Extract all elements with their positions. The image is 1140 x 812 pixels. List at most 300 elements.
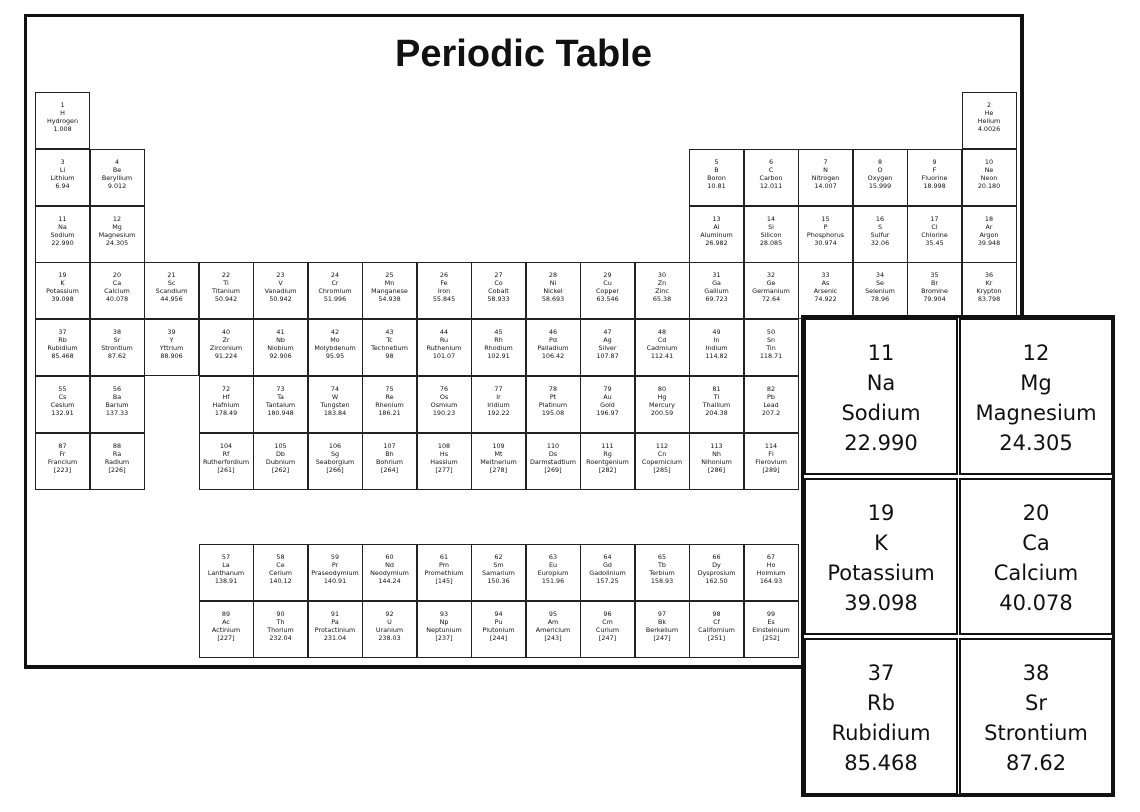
element-symbol: Tb <box>658 561 666 569</box>
element-cell-sr-zoomed <box>959 638 1113 795</box>
element-name: Actinium <box>211 625 241 634</box>
element-cell-li <box>35 149 90 206</box>
element-symbol: Re <box>385 393 394 401</box>
element-cell-os <box>417 376 472 433</box>
atomic-number: 81 <box>712 385 721 393</box>
element-name: Cerium <box>268 569 293 577</box>
element-name: Mercury <box>649 401 675 409</box>
element-name: Palladium <box>537 344 569 353</box>
atomic-number: 2 <box>986 101 992 109</box>
element-name: Scandium <box>155 287 188 296</box>
atomic-number: 108 <box>437 441 451 450</box>
element-symbol: Ca <box>112 279 122 288</box>
element-cell-sr <box>90 319 145 376</box>
element-name: Fluorine <box>921 173 948 182</box>
element-cell-rh <box>471 319 526 376</box>
element-cell-ru <box>417 319 472 376</box>
atomic-mass: [286] <box>707 465 726 474</box>
element-name: Bohrium <box>375 457 404 466</box>
element-cell-fl <box>744 433 799 490</box>
element-name: Yttrium <box>159 344 184 353</box>
atomic-mass: 22.990 <box>844 431 918 455</box>
element-symbol: Sr <box>113 336 121 345</box>
element-symbol: Ru <box>439 336 449 345</box>
element-name: Holmium <box>756 569 786 577</box>
atomic-mass: [226] <box>108 465 126 474</box>
element-symbol: Am <box>547 617 559 626</box>
atomic-number: 111 <box>601 441 614 450</box>
element-symbol: Pm <box>438 561 450 569</box>
element-name: Silver <box>598 344 617 353</box>
element-cell-h <box>35 92 90 149</box>
element-cell-ds <box>526 433 581 490</box>
element-cell-pr <box>308 544 363 601</box>
atomic-mass: 35.45 <box>925 238 944 247</box>
element-name: Tantalum <box>265 401 296 409</box>
element-name: Ruthenium <box>426 344 462 353</box>
atomic-mass: 40.078 <box>105 295 129 304</box>
atomic-mass: [289] <box>762 465 780 474</box>
atomic-number: 17 <box>930 214 939 223</box>
element-symbol: Ac <box>222 617 230 626</box>
atomic-number: 18 <box>984 214 994 223</box>
element-symbol: Zr <box>222 336 230 345</box>
element-symbol: Th <box>276 617 285 626</box>
element-symbol: Cl <box>931 222 938 231</box>
element-name: Curium <box>595 625 620 634</box>
atomic-mass: 112.41 <box>650 352 674 361</box>
atomic-number: 59 <box>330 553 340 561</box>
element-name: Carbon <box>759 173 783 182</box>
element-cell-zn <box>635 262 690 319</box>
element-cell-ti <box>199 262 254 319</box>
element-cell-p <box>798 206 853 263</box>
element-name: Seaborgium <box>315 457 355 466</box>
element-cell-he <box>962 92 1017 149</box>
element-symbol: Ag <box>603 336 612 345</box>
element-cell-fr <box>35 433 90 490</box>
atomic-number: 22 <box>221 271 231 280</box>
atomic-mass: 39.948 <box>977 238 1001 247</box>
element-symbol: K <box>874 531 888 555</box>
atomic-mass: 106.42 <box>541 352 565 361</box>
element-symbol: Es <box>767 617 775 626</box>
element-name: Dubnium <box>265 457 296 466</box>
atomic-mass: 39.098 <box>844 591 918 615</box>
atomic-mass: 74.922 <box>814 295 837 304</box>
element-name: Aluminum <box>700 230 733 239</box>
atomic-number: 45 <box>494 328 503 337</box>
element-symbol: Cn <box>657 449 667 458</box>
atomic-mass: 79.904 <box>923 295 946 304</box>
atomic-mass: [278] <box>489 465 508 474</box>
element-cell-se <box>853 262 908 319</box>
element-cell-ar <box>962 206 1017 263</box>
element-symbol: Pr <box>331 561 339 569</box>
element-cell-pt <box>526 376 581 433</box>
element-symbol: Bk <box>657 617 667 626</box>
atomic-number: 91 <box>330 609 340 618</box>
element-name: Lithium <box>50 173 75 182</box>
element-cell-pd <box>526 319 581 376</box>
atomic-mass: [262] <box>271 465 290 474</box>
atomic-number: 92 <box>385 609 394 618</box>
atomic-number: 65 <box>657 553 667 561</box>
element-symbol: N <box>823 165 828 174</box>
element-symbol: S <box>877 222 883 231</box>
atomic-number: 10 <box>984 157 994 166</box>
element-name: Hydrogen <box>46 117 79 125</box>
atomic-number: 5 <box>714 157 719 166</box>
element-cell-si <box>744 206 799 263</box>
element-name: Radium <box>104 457 130 466</box>
element-symbol: Pd <box>549 336 557 345</box>
element-symbol: Ho <box>766 561 776 569</box>
atomic-number: 11 <box>867 341 895 365</box>
element-name: Cadmium <box>646 344 678 353</box>
atomic-mass: 58.933 <box>487 295 510 304</box>
element-symbol: Ta <box>277 393 284 401</box>
atomic-mass: 232.04 <box>269 633 292 642</box>
element-cell-ni <box>526 262 581 319</box>
atomic-mass: 50.942 <box>269 295 292 304</box>
element-name: Nickel <box>543 287 563 296</box>
element-name: Phosphorus <box>806 230 845 239</box>
element-symbol: Kr <box>985 279 993 288</box>
atomic-number: 99 <box>766 609 776 618</box>
element-cell-y <box>144 319 199 376</box>
element-cell-cs <box>35 376 90 433</box>
element-name: Potassium <box>827 561 935 585</box>
atomic-mass: 39.098 <box>51 295 74 304</box>
atomic-number: 50 <box>766 328 776 337</box>
element-symbol: La <box>222 561 230 569</box>
element-name: Thorium <box>267 625 294 634</box>
element-symbol: Dy <box>712 561 721 569</box>
element-name: Magnesium <box>98 230 136 239</box>
element-symbol: Rf <box>222 449 230 458</box>
atomic-mass: 18.998 <box>923 181 946 190</box>
atomic-number: 63 <box>548 553 558 561</box>
atomic-number: 42 <box>330 328 340 337</box>
atomic-mass: [244] <box>489 633 508 642</box>
element-name: Gadolinium <box>589 569 626 577</box>
atomic-number: 38 <box>1022 661 1050 685</box>
element-symbol: Rb <box>58 336 67 345</box>
element-cell-o <box>853 149 908 206</box>
element-cell-mn <box>362 262 417 319</box>
atomic-number: 39 <box>167 328 176 337</box>
element-name: Flerovium <box>755 457 787 466</box>
element-cell-re <box>362 376 417 433</box>
atomic-mass: [237] <box>435 633 453 642</box>
atomic-mass: [247] <box>598 633 617 642</box>
atomic-number: 3 <box>60 157 65 166</box>
element-cell-rf <box>199 433 254 490</box>
element-cell-ca-zoomed <box>959 478 1113 635</box>
atomic-mass: [264] <box>380 465 399 474</box>
atomic-mass: 107.87 <box>596 352 619 361</box>
atomic-number: 21 <box>167 271 176 280</box>
atomic-number: 28 <box>548 271 558 280</box>
element-cell-rb <box>35 319 90 376</box>
element-symbol: Gd <box>602 561 612 569</box>
element-symbol: Ca <box>1022 531 1050 555</box>
element-symbol: Cu <box>603 279 612 288</box>
atomic-mass: [145] <box>435 577 453 585</box>
element-symbol: Fe <box>440 279 448 288</box>
atomic-number: 94 <box>494 609 503 618</box>
element-name: Zinc <box>655 287 669 296</box>
element-symbol: Db <box>276 449 285 458</box>
element-name: Calcium <box>104 287 130 296</box>
atomic-mass: [277] <box>435 465 453 474</box>
atomic-number: 29 <box>603 271 612 280</box>
element-cell-na <box>35 206 90 263</box>
element-symbol: Pu <box>494 617 503 626</box>
element-name: Sodium <box>841 401 921 425</box>
atomic-number: 27 <box>494 271 503 280</box>
element-name: Thallium <box>702 401 731 409</box>
atomic-mass: 20.180 <box>977 181 1001 190</box>
element-symbol: In <box>713 336 720 345</box>
element-cell-as <box>798 262 853 319</box>
element-name: Promethium <box>424 569 464 577</box>
element-cell-gd <box>580 544 635 601</box>
element-name: Europium <box>537 569 569 577</box>
element-name: Hassium <box>430 457 458 466</box>
element-name: Germanium <box>752 287 790 296</box>
element-name: Gold <box>600 401 615 409</box>
element-symbol: Be <box>112 165 122 174</box>
element-symbol: Ra <box>112 449 122 458</box>
atomic-number: 20 <box>1022 501 1050 525</box>
element-cell-cf <box>689 601 744 658</box>
page-title: Periodic Table <box>395 33 652 75</box>
element-symbol: Sr <box>1025 691 1047 715</box>
element-name: Cesium <box>50 401 75 409</box>
element-cell-in <box>689 319 744 376</box>
atomic-number: 37 <box>58 328 67 337</box>
atomic-mass: 196.97 <box>596 409 619 417</box>
atomic-mass: 164.93 <box>759 577 783 585</box>
atomic-mass: 183.84 <box>323 409 347 417</box>
atomic-mass: 95.95 <box>325 352 345 361</box>
element-name: Lanthanum <box>207 569 245 577</box>
atomic-mass: 150.36 <box>487 577 510 585</box>
element-cell-cm <box>580 601 635 658</box>
atomic-mass: 87.62 <box>107 352 127 361</box>
element-symbol: Tc <box>386 336 393 345</box>
atomic-mass: 50.942 <box>214 295 238 304</box>
element-symbol: Rg <box>603 449 612 458</box>
element-symbol: K <box>60 279 65 288</box>
atomic-mass: 30.974 <box>814 238 837 247</box>
atomic-number: 46 <box>548 328 558 337</box>
element-symbol: Au <box>603 393 612 401</box>
atomic-number: 43 <box>385 328 394 337</box>
atomic-number: 66 <box>712 553 721 561</box>
element-symbol: Al <box>713 222 720 231</box>
atomic-number: 62 <box>494 553 503 561</box>
atomic-number: 20 <box>112 271 122 280</box>
atomic-number: 67 <box>766 553 776 561</box>
element-cell-sg <box>308 433 363 490</box>
element-symbol: W <box>331 393 339 401</box>
element-symbol: Fr <box>59 449 66 458</box>
element-name: Samarium <box>482 569 515 577</box>
atomic-number: 104 <box>219 441 233 450</box>
atomic-mass: 54.938 <box>378 295 401 304</box>
atomic-mass: 114.82 <box>705 352 728 361</box>
atomic-number: 25 <box>385 271 394 280</box>
atomic-mass: 15.999 <box>868 181 892 190</box>
atomic-number: 48 <box>657 328 667 337</box>
element-cell-es <box>744 601 799 658</box>
element-cell-pb <box>744 376 799 433</box>
element-cell-cu <box>580 262 635 319</box>
element-name: Technetium <box>371 344 408 353</box>
element-cell-nh <box>689 433 744 490</box>
atomic-number: 58 <box>276 553 285 561</box>
atomic-number: 77 <box>494 385 503 393</box>
element-cell-np <box>417 601 472 658</box>
element-symbol: Mo <box>330 336 340 345</box>
element-symbol: Ti <box>223 279 229 288</box>
element-name: Strontium <box>984 721 1088 745</box>
atomic-number: 35 <box>930 271 939 280</box>
element-name: Boron <box>707 173 726 182</box>
element-cell-hg <box>635 376 690 433</box>
atomic-number: 61 <box>439 553 449 561</box>
atomic-number: 97 <box>657 609 667 618</box>
element-symbol: Na <box>58 222 67 231</box>
element-cell-ba <box>90 376 145 433</box>
atomic-number: 107 <box>383 441 396 450</box>
element-name: Francium <box>47 457 78 466</box>
element-name: Tin <box>766 344 776 353</box>
atomic-mass: 9.012 <box>107 181 127 190</box>
element-name: Rhodium <box>484 344 513 353</box>
atomic-number: 114 <box>764 441 778 450</box>
atomic-mass: 44.956 <box>160 295 183 304</box>
element-cell-mt <box>471 433 526 490</box>
atomic-mass: 32.06 <box>870 238 890 247</box>
atomic-number: 4 <box>114 157 120 166</box>
element-symbol: Ce <box>276 561 285 569</box>
element-symbol: V <box>278 279 283 288</box>
atomic-mass: 162.50 <box>705 577 728 585</box>
atomic-mass: 186.21 <box>378 409 401 417</box>
element-cell-cr <box>308 262 363 319</box>
element-name: Roentgenium <box>586 457 629 466</box>
atomic-number: 89 <box>221 609 231 618</box>
element-name: Sulfur <box>870 230 890 239</box>
element-cell-ir <box>471 376 526 433</box>
element-symbol: Sg <box>330 449 340 458</box>
atomic-number: 6 <box>768 157 774 166</box>
atomic-mass: 178.49 <box>214 409 238 417</box>
atomic-mass: 88.906 <box>160 352 183 361</box>
element-name: Nihonium <box>701 457 732 466</box>
element-cell-ne <box>962 149 1017 206</box>
element-cell-u <box>362 601 417 658</box>
element-cell-ta <box>253 376 308 433</box>
element-symbol: Nh <box>712 449 721 458</box>
element-symbol: Cf <box>713 617 720 626</box>
element-cell-k-zoomed <box>804 478 958 635</box>
element-name: Rubidium <box>831 721 931 745</box>
element-symbol: Nb <box>276 336 285 345</box>
element-cell-w <box>308 376 363 433</box>
atomic-number: 110 <box>546 441 560 450</box>
element-name: Cobalt <box>488 287 509 296</box>
atomic-mass: 65.38 <box>652 295 672 304</box>
atomic-number: 12 <box>1022 341 1050 365</box>
atomic-mass: 190.23 <box>432 409 456 417</box>
element-cell-ge <box>744 262 799 319</box>
element-name: Rutherfordium <box>202 457 250 466</box>
element-cell-eu <box>526 544 581 601</box>
atomic-mass: 78.96 <box>870 295 890 304</box>
element-symbol: Si <box>768 222 774 231</box>
element-cell-mg <box>90 206 145 263</box>
atomic-mass: 10.81 <box>707 181 726 190</box>
atomic-number: 73 <box>276 385 285 393</box>
atomic-number: 19 <box>867 501 895 525</box>
element-name: Hafnium <box>212 401 240 409</box>
atomic-number: 14 <box>766 214 776 223</box>
atomic-mass: 140.12 <box>269 577 292 585</box>
element-symbol: Ni <box>549 279 557 288</box>
element-symbol: U <box>387 617 392 626</box>
element-name: Iron <box>437 287 451 296</box>
atomic-mass: 4.0026 <box>977 125 1001 133</box>
atomic-mass: 1.008 <box>53 125 72 133</box>
element-symbol: Hs <box>439 449 449 458</box>
element-symbol: Sn <box>766 336 776 345</box>
element-symbol: Y <box>169 336 174 345</box>
atomic-mass: 102.91 <box>487 352 510 361</box>
element-cell-bh <box>362 433 417 490</box>
element-cell-b <box>689 149 744 206</box>
atomic-number: 79 <box>603 385 612 393</box>
atomic-mass: 24.305 <box>105 238 129 247</box>
atomic-number: 24 <box>330 271 340 280</box>
atomic-mass: 140.91 <box>323 577 347 585</box>
element-name: Protactinium <box>314 625 356 634</box>
atomic-mass: 24.305 <box>999 431 1073 455</box>
element-cell-ac <box>199 601 254 658</box>
atomic-number: 30 <box>657 271 667 280</box>
element-cell-kr <box>962 262 1017 319</box>
element-name: Barium <box>105 401 129 409</box>
element-name: Osmium <box>430 401 458 409</box>
element-name: Magnesium <box>975 401 1097 425</box>
atomic-mass: [227] <box>217 633 235 642</box>
atomic-mass: [247] <box>653 633 671 642</box>
element-cell-al <box>689 206 744 263</box>
atomic-number: 41 <box>276 328 285 337</box>
element-symbol: P <box>823 222 828 231</box>
atomic-mass: [252] <box>762 633 780 642</box>
element-name: Americium <box>535 625 571 634</box>
element-name: Strontium <box>101 344 133 353</box>
atomic-mass: 87.62 <box>1005 751 1067 775</box>
element-cell-mo <box>308 319 363 376</box>
atomic-number: 105 <box>274 441 287 450</box>
atomic-mass: [251] <box>707 633 726 642</box>
